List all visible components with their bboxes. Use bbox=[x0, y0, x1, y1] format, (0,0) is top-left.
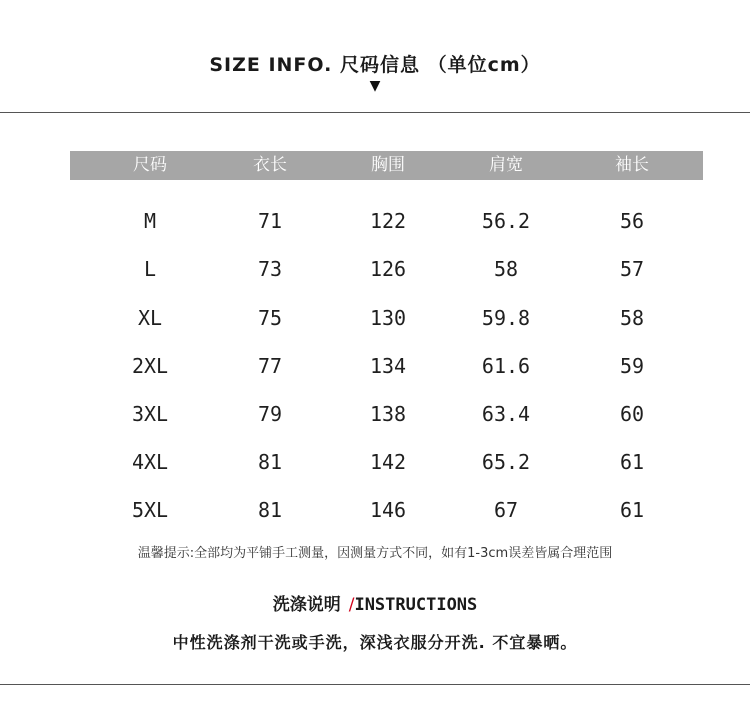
table-row bbox=[0, 351, 750, 381]
cell-size: 5XL bbox=[131, 498, 169, 522]
header-length: 衣长 bbox=[253, 155, 287, 175]
cell-sleeve: 61 bbox=[619, 498, 645, 522]
cell-chest: 146 bbox=[369, 498, 407, 522]
header-size: 尺码 bbox=[133, 155, 167, 175]
cell-shoulder: 63.4 bbox=[481, 402, 531, 426]
cell-length: 77 bbox=[257, 354, 283, 378]
cell-length: 71 bbox=[257, 209, 283, 233]
cell-size: 4XL bbox=[131, 450, 169, 474]
cell-shoulder: 61.6 bbox=[481, 354, 531, 378]
header-chest: 胸围 bbox=[371, 155, 405, 175]
cell-sleeve: 59 bbox=[619, 354, 645, 378]
cell-length: 81 bbox=[257, 450, 283, 474]
cell-size: M bbox=[143, 209, 157, 233]
cell-shoulder: 59.8 bbox=[481, 306, 531, 330]
cell-chest: 126 bbox=[369, 257, 407, 281]
size-table-header bbox=[70, 151, 703, 180]
bottom-divider bbox=[0, 684, 750, 685]
cell-chest: 142 bbox=[369, 450, 407, 474]
table-row bbox=[0, 447, 750, 477]
cell-shoulder: 65.2 bbox=[481, 450, 531, 474]
table-row bbox=[0, 495, 750, 525]
wash-title-cn: 洗涤说明 bbox=[272, 595, 341, 615]
page-title: SIZE INFO. 尺码信息 （单位cm） bbox=[209, 54, 541, 76]
cell-sleeve: 58 bbox=[619, 306, 645, 330]
cell-length: 81 bbox=[257, 498, 283, 522]
cell-sleeve: 60 bbox=[619, 402, 645, 426]
cell-shoulder: 67 bbox=[493, 498, 519, 522]
cell-chest: 130 bbox=[369, 306, 407, 330]
header-sleeve: 袖长 bbox=[615, 155, 649, 175]
cell-chest: 122 bbox=[369, 209, 407, 233]
cell-chest: 138 bbox=[369, 402, 407, 426]
table-row bbox=[0, 254, 750, 284]
cell-shoulder: 58 bbox=[493, 257, 519, 281]
wash-title-en: INSTRUCTIONS bbox=[354, 595, 478, 615]
top-divider bbox=[0, 112, 750, 113]
cell-length: 79 bbox=[257, 402, 283, 426]
wash-instructions-text: 中性洗涤剂干洗或手洗，深浅衣服分开洗. 不宜暴晒。 bbox=[172, 633, 578, 652]
table-row bbox=[0, 303, 750, 333]
cell-chest: 134 bbox=[369, 354, 407, 378]
measurement-note: 温馨提示:全部均为平铺手工测量，因测量方式不同，如有1-3cm误差皆属合理范围 bbox=[137, 546, 613, 561]
cell-size: 2XL bbox=[131, 354, 169, 378]
table-row bbox=[0, 399, 750, 429]
down-triangle-icon: ▼ bbox=[369, 78, 381, 94]
header-shoulder: 肩宽 bbox=[489, 155, 523, 175]
cell-sleeve: 61 bbox=[619, 450, 645, 474]
cell-size: L bbox=[143, 257, 157, 281]
cell-size: 3XL bbox=[131, 402, 169, 426]
table-row bbox=[0, 206, 750, 236]
cell-size: XL bbox=[137, 306, 163, 330]
wash-instructions-title bbox=[0, 590, 750, 615]
slash-separator: / bbox=[348, 595, 355, 615]
cell-length: 73 bbox=[257, 257, 283, 281]
cell-shoulder: 56.2 bbox=[481, 209, 531, 233]
cell-sleeve: 57 bbox=[619, 257, 645, 281]
cell-length: 75 bbox=[257, 306, 283, 330]
cell-sleeve: 56 bbox=[619, 209, 645, 233]
